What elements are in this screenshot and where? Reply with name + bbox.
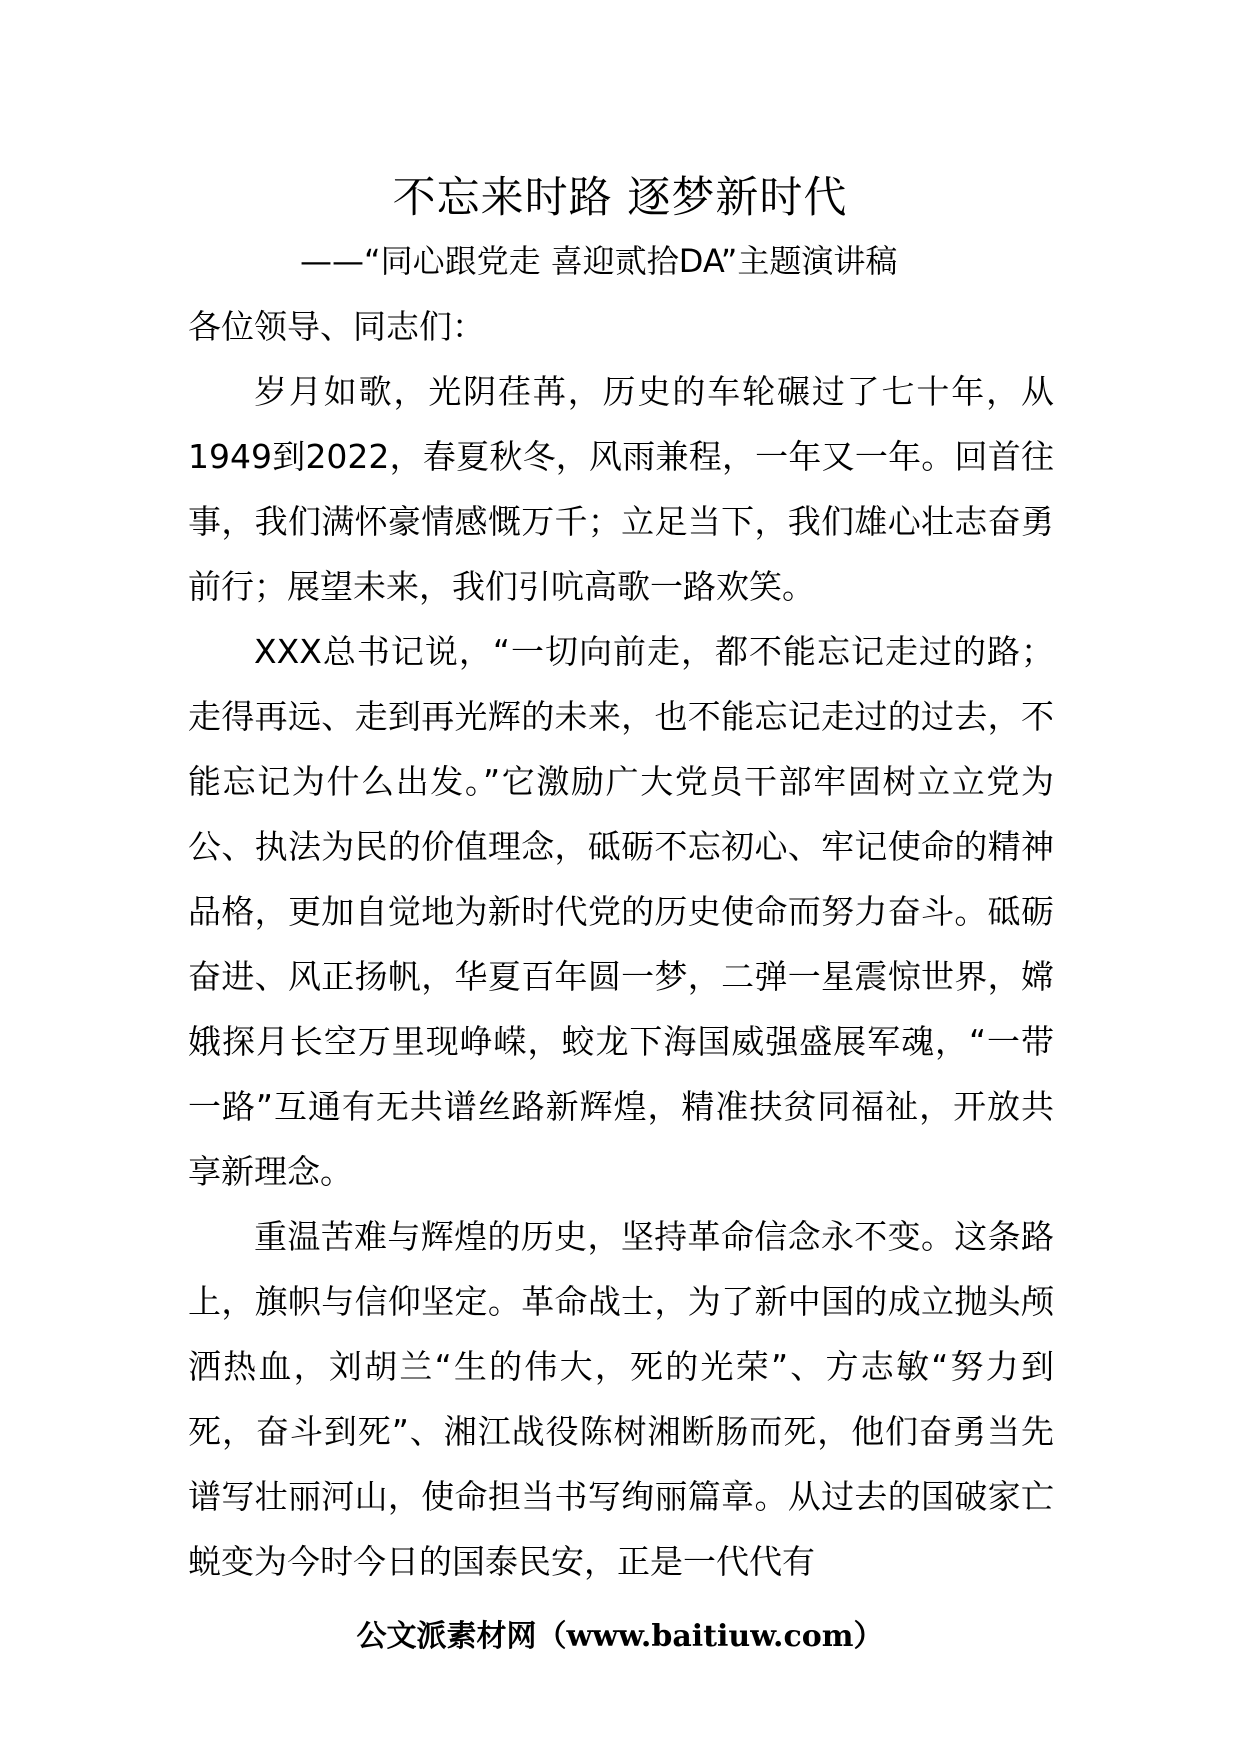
paragraph-1: 岁月如歌，光阴荏苒，历史的车轮碾过了七十年，从1949到2022，春夏秋冬，风雨兼程，一年又一年。回首往事，我们满怀豪情感慨万千；立足当下，我们雄心壮志奋勇前行；展望未来，我们引吭高歌一路欢笑。 bbox=[188, 372, 1054, 606]
document-title: 不忘来时路 逐梦新时代 bbox=[392, 173, 848, 223]
paragraph-3: 重温苦难与辉煌的历史，坚持革命信念永不变。这条路上，旗帜与信仰坚定。革命战士，为了新中国的成立抛头颅洒热血，刘胡兰“生的伟大，死的光荣”、方志敏“努力到死，奋斗到死”、湘江战役陈树湘断肠而死，他们奋勇当先谱写壮丽河山，使命担当书写绚丽篇章。从过去的国破家亡蜕变为今时今日的国泰民安，正是一代代有 bbox=[188, 1217, 1054, 1581]
document-subtitle: ——“同心跟党走 喜迎贰拾DA”主题演讲稿 bbox=[300, 242, 898, 280]
salutation: 各位领导、同志们： bbox=[188, 307, 485, 346]
document-body bbox=[188, 294, 1054, 1594]
footer-watermark: 公文派素材网（www.baitiuw.com） bbox=[356, 1619, 884, 1654]
paragraph-2: XXX总书记说，“一切向前走，都不能忘记走过的路；走得再远、走到再光辉的未来，也不能忘记走过的过去，不能忘记为什么出发。”它激励广大党员干部牢固树立立党为公、执法为民的价值理念，砥砺不忘初心、牢记使命的精神品格，更加自觉地为新时代党的历史使命而努力奋斗。砥砺奋进、风正扬帆，华夏百年圆一梦，二弹一星震惊世界，嫦娥探月长空万里现峥嵘，蛟龙下海国威强盛展军魂，“一带一路”互通有无共谱丝路新辉煌，精准扶贫同福祉，开放共享新理念。 bbox=[188, 632, 1054, 1191]
